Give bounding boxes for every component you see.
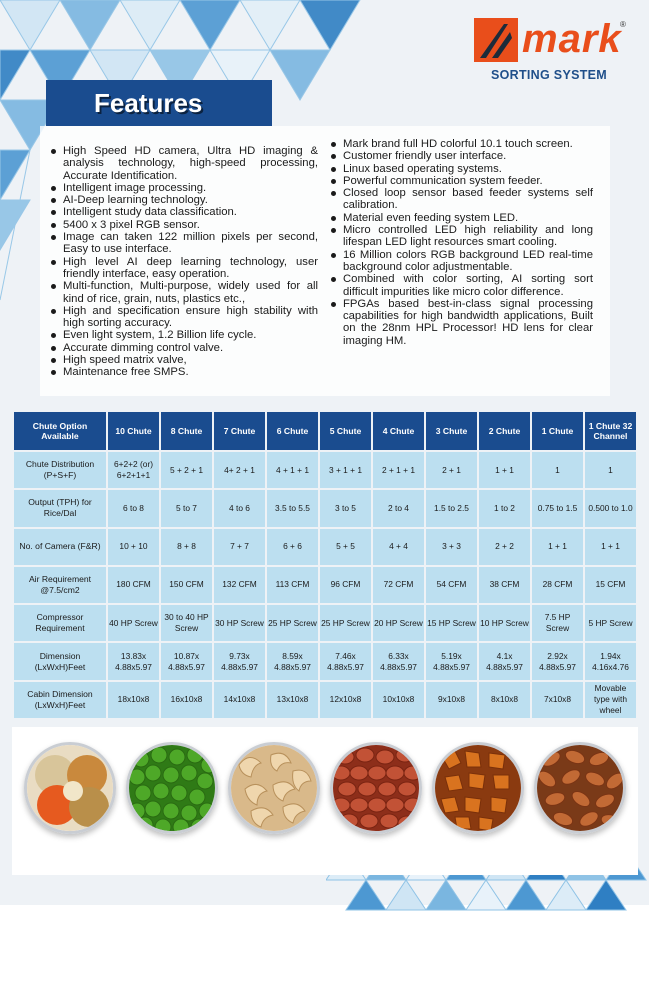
features-title: Features xyxy=(46,80,272,126)
table-cell: 4 + 4 xyxy=(373,529,424,565)
feature-item: Mark brand full HD colorful 10.1 touch screen. xyxy=(330,138,593,150)
feature-item: High level AI deep learning technology, user friendly interface, easy operation. xyxy=(50,256,318,281)
table-cell: 180 CFM xyxy=(108,567,159,603)
table-cell: Movable type with wheel xyxy=(585,682,636,718)
column-header-chute: 8 Chute xyxy=(161,412,212,450)
feature-item: Maintenance free SMPS. xyxy=(50,366,318,378)
table-cell: 40 HP Screw xyxy=(108,605,159,641)
table-cell: 4.1x 4.88x5.97 xyxy=(479,643,530,679)
column-header-chute: 4 Chute xyxy=(373,412,424,450)
feature-item: FPGAs based best-in-class signal processing capabilities for high bandwidth applications, Built on the 28nm HPL Processor! HD lens for clear imaging HM. xyxy=(330,298,593,347)
table-cell: 15 HP Screw xyxy=(426,605,477,641)
table-cell: 5 + 5 xyxy=(320,529,371,565)
table-cell: 10x10x8 xyxy=(373,682,424,718)
table-cell: 15 CFM xyxy=(585,567,636,603)
row-header: Cabin Dimension (LxWxH)Feet xyxy=(14,682,106,718)
feature-item: 16 Million colors RGB background LED real-time background color adjustmentable. xyxy=(330,249,593,274)
table-cell: 6 + 6 xyxy=(267,529,318,565)
table-cell: 2 to 4 xyxy=(373,490,424,526)
green-peas-icon xyxy=(126,742,218,834)
spec-table-header-row xyxy=(14,412,636,450)
row-header: Output (TPH) for Rice/Dal xyxy=(14,490,106,526)
feature-item: High and specification ensure high stability with high sorting accuracy. xyxy=(50,305,318,330)
spec-table xyxy=(12,410,638,720)
logo-subtitle: SORTING SYSTEM xyxy=(490,68,608,82)
table-cell: 3.5 to 5.5 xyxy=(267,490,318,526)
cashew-icon xyxy=(228,742,320,834)
row-header: Chute Distribution (P+S+F) xyxy=(14,452,106,488)
column-header-chute: 1 Chute xyxy=(532,412,583,450)
table-cell: 7.46x 4.88x5.97 xyxy=(320,643,371,679)
column-header-chute: 1 Chute 32 Channel xyxy=(585,412,636,450)
table-cell: 10 + 10 xyxy=(108,529,159,565)
table-cell: 6 to 8 xyxy=(108,490,159,526)
table-cell: 6+2+2 (or) 6+2+1+1 xyxy=(108,452,159,488)
table-cell: 1 + 1 xyxy=(532,529,583,565)
table-cell: 132 CFM xyxy=(214,567,265,603)
table-cell: 5.19x 4.88x5.97 xyxy=(426,643,477,679)
logo-emblem-icon xyxy=(474,18,518,62)
row-header: No. of Camera (F&R) xyxy=(14,529,106,565)
table-cell: 13.83x 4.88x5.97 xyxy=(108,643,159,679)
table-cell: 1 xyxy=(585,452,636,488)
almond-icon xyxy=(534,742,626,834)
table-cell: 4+ 2 + 1 xyxy=(214,452,265,488)
feature-item: Multi-function, Multi-purpose, widely used for all kind of rice, grain, nuts, plastics etc., xyxy=(50,280,318,305)
table-cell: 30 HP Screw xyxy=(214,605,265,641)
registered-mark: ® xyxy=(620,20,626,29)
table-cell: 2.92x 4.88x5.97 xyxy=(532,643,583,679)
features-list-left xyxy=(50,145,318,379)
table-cell: 6.33x 4.88x5.97 xyxy=(373,643,424,679)
table-row xyxy=(14,643,636,679)
table-cell: 150 CFM xyxy=(161,567,212,603)
table-cell: 7 + 7 xyxy=(214,529,265,565)
table-cell: 1 + 1 xyxy=(585,529,636,565)
table-cell: 113 CFM xyxy=(267,567,318,603)
table-cell: 14x10x8 xyxy=(214,682,265,718)
table-cell: 25 HP Screw xyxy=(267,605,318,641)
feature-item: Accurate dimming control valve. xyxy=(50,342,318,354)
feature-item: Intelligent image processing. xyxy=(50,182,318,194)
feature-item: Powerful communication system feeder. xyxy=(330,175,593,187)
features-list-right xyxy=(330,138,593,347)
table-row xyxy=(14,452,636,488)
table-cell: 16x10x8 xyxy=(161,682,212,718)
table-cell: 30 to 40 HP Screw xyxy=(161,605,212,641)
feature-item: High Speed HD camera, Ultra HD imaging & analysis technology, high-speed processing, Accurate Identification. xyxy=(50,145,318,182)
column-header-chute: 3 Chute xyxy=(426,412,477,450)
table-cell: 1.94x 4.16x4.76 xyxy=(585,643,636,679)
table-cell: 9x10x8 xyxy=(426,682,477,718)
table-cell: 38 CFM xyxy=(479,567,530,603)
table-cell: 7.5 HP Screw xyxy=(532,605,583,641)
row-header: Dimension (LxWxH)Feet xyxy=(14,643,106,679)
table-cell: 72 CFM xyxy=(373,567,424,603)
table-cell: 25 HP Screw xyxy=(320,605,371,641)
peanut-icon xyxy=(330,742,422,834)
table-cell: 3 + 1 + 1 xyxy=(320,452,371,488)
table-cell: 0.75 to 1.5 xyxy=(532,490,583,526)
table-cell: 4 to 6 xyxy=(214,490,265,526)
table-cell: 8 + 8 xyxy=(161,529,212,565)
table-cell: 12x10x8 xyxy=(320,682,371,718)
table-cell: 1 xyxy=(532,452,583,488)
table-cell: 5 to 7 xyxy=(161,490,212,526)
table-cell: 3 + 3 xyxy=(426,529,477,565)
column-header-chute: 2 Chute xyxy=(479,412,530,450)
table-cell: 20 HP Screw xyxy=(373,605,424,641)
table-row xyxy=(14,682,636,718)
table-cell: 8x10x8 xyxy=(479,682,530,718)
feature-item: Image can taken 122 million pixels per second, Easy to use interface. xyxy=(50,231,318,256)
table-cell: 2 + 1 + 1 xyxy=(373,452,424,488)
table-cell: 96 CFM xyxy=(320,567,371,603)
table-cell: 8.59x 4.88x5.97 xyxy=(267,643,318,679)
feature-item: Linux based operating systems. xyxy=(330,163,593,175)
brand-logo xyxy=(474,16,630,84)
table-row xyxy=(14,567,636,603)
table-cell: 5 + 2 + 1 xyxy=(161,452,212,488)
table-cell: 10.87x 4.88x5.97 xyxy=(161,643,212,679)
feature-item: Closed loop sensor based feeder systems self calibration. xyxy=(330,187,593,212)
table-cell: 5 HP Screw xyxy=(585,605,636,641)
feature-item: Combined with color sorting, AI sorting sort difficult impurities like micro color difference. xyxy=(330,273,593,298)
table-cell: 1 + 1 xyxy=(479,452,530,488)
table-cell: 7x10x8 xyxy=(532,682,583,718)
table-cell: 2 + 2 xyxy=(479,529,530,565)
feature-item: 5400 x 3 pixel RGB sensor. xyxy=(50,219,318,231)
feature-item: High speed matrix valve, xyxy=(50,354,318,366)
table-cell: 3 to 5 xyxy=(320,490,371,526)
table-cell: 9.73x 4.88x5.97 xyxy=(214,643,265,679)
feature-item: Intelligent study data classification. xyxy=(50,206,318,218)
table-cell: 28 CFM xyxy=(532,567,583,603)
raisin-icon xyxy=(432,742,524,834)
table-cell: 0.500 to 1.0 xyxy=(585,490,636,526)
table-row xyxy=(14,605,636,641)
feature-item: Micro controlled LED high reliability and long lifespan LED light resources smart cooling. xyxy=(330,224,593,249)
table-cell: 54 CFM xyxy=(426,567,477,603)
table-cell: 10 HP Screw xyxy=(479,605,530,641)
feature-item: Material even feeding system LED. xyxy=(330,212,593,224)
table-cell: 1.5 to 2.5 xyxy=(426,490,477,526)
mixed-grains-icon xyxy=(24,742,116,834)
table-cell: 2 + 1 xyxy=(426,452,477,488)
feature-item: AI-Deep learning technology. xyxy=(50,194,318,206)
table-row xyxy=(14,490,636,526)
table-cell: 4 + 1 + 1 xyxy=(267,452,318,488)
table-cell: 13x10x8 xyxy=(267,682,318,718)
row-header: Compressor Requirement xyxy=(14,605,106,641)
column-header-chute: 6 Chute xyxy=(267,412,318,450)
column-header-label: Chute Option Available xyxy=(14,412,106,450)
row-header: Air Requirement @7.5/cm2 xyxy=(14,567,106,603)
feature-item: Even light system, 1.2 Billion life cycle. xyxy=(50,329,318,341)
column-header-chute: 7 Chute xyxy=(214,412,265,450)
logo-wordmark: mark xyxy=(522,17,622,61)
feature-item: Customer friendly user interface. xyxy=(330,150,593,162)
table-row xyxy=(14,529,636,565)
table-cell: 18x10x8 xyxy=(108,682,159,718)
table-cell: 1 to 2 xyxy=(479,490,530,526)
column-header-chute: 5 Chute xyxy=(320,412,371,450)
column-header-chute: 10 Chute xyxy=(108,412,159,450)
